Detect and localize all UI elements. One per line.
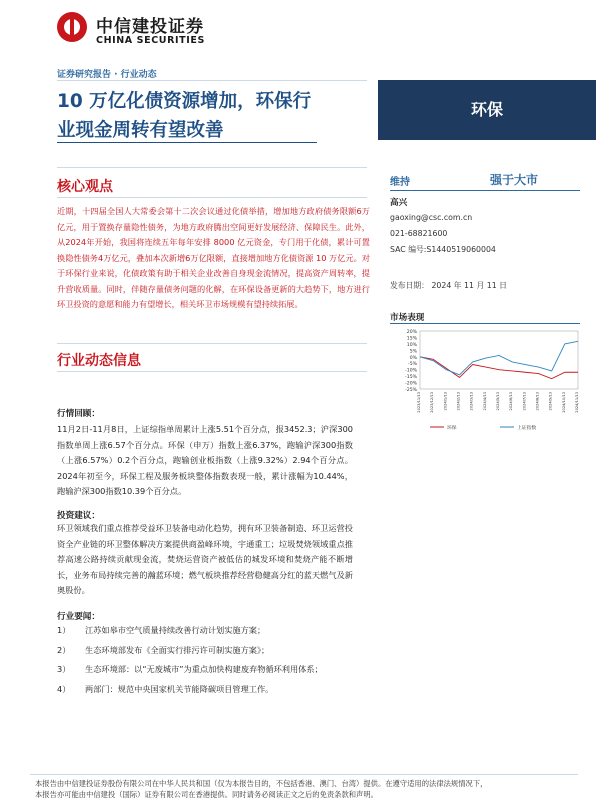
x-tick-label: 2024/10/13 (561, 392, 566, 413)
brand-name-en: CHINA SECURITIES (96, 35, 205, 46)
news-list (57, 623, 337, 701)
footer-line-1: 本报告由中信建投证券股份有限公司在中华人民共和国（仅为本报告目的，不包括香港、澳门、台湾）提供。在遵守适用的法律法规情况下， (35, 779, 488, 788)
analyst-sac: SAC 编号:S1440519060004 (390, 245, 496, 254)
news-number: 3） (57, 664, 71, 675)
divider (30, 774, 578, 775)
x-tick-label: 2024/1/13 (443, 392, 448, 411)
y-tick-label: -10% (405, 368, 417, 374)
x-tick-label: 2024/5/13 (496, 392, 500, 411)
list-item (57, 682, 337, 698)
list-item (57, 643, 337, 659)
publish-date: 发布日期： 2024 年 11 月 11 日 (390, 281, 507, 290)
brand-logo-icon (57, 12, 87, 42)
brand-name-cn: 中信建投证券 (96, 17, 204, 37)
market-review-text: 11月2日-11月8日，上证综指单周累计上涨5.51个百分点，报3452.3；沪深300指数单周上涨6.57个百分点。环保（申万）指数上涨6.37%，跑输沪深300指数（上涨6.57%）0.2个百分点，跑输创业板指数（上涨9.32%）2.94个百分点。2024年初至今，环保工程及服务板块整体指数表现一般，累计涨幅为10.44%，跑输沪深300指数10.39个百分点。 (57, 424, 353, 497)
x-tick-label: 2024/7/13 (522, 392, 527, 411)
industry-news-heading: 行业动态信息 (57, 353, 141, 369)
divider (390, 190, 580, 191)
news-text: 江苏如皋市空气质量持续改善行动计划实施方案； (85, 625, 266, 635)
y-tick-label: 5% (409, 349, 417, 355)
news-text: 生态环境部发布《全面实行排污许可制实施方案》； (85, 644, 270, 655)
market-review-title: 行情回顾： (57, 409, 100, 419)
x-tick-label: 2024/6/13 (509, 392, 514, 411)
investment-text: 环卫领域我们重点推荐受益环卫装备电动化趋势，拥有环卫装备制造、环卫运营投资全产业链的环卫整体解决方案提供商盈峰环境，宇通重工；垃圾焚烧领域重点推荐高速公路持续贡献现金流，焚烧运营资产被低估的城发环境和焚烧产能不断增长，业务布局持续完善的瀚蓝环境；燃气板块推荐经营稳健高分红的蓝天燃气及新奥股份。 (57, 523, 353, 596)
market-chart (388, 327, 588, 437)
news-number: 2） (57, 644, 71, 655)
core-view-heading: 核心观点 (57, 179, 113, 195)
analyst-name: 高兴 (390, 198, 408, 208)
market-chart-heading: 市场表现 (390, 313, 425, 323)
news-number: 1） (57, 625, 71, 635)
x-tick-label: 2023/11/13 (417, 392, 421, 413)
news-number: 4） (57, 683, 71, 694)
x-tick-label: 2024/4/13 (482, 392, 487, 411)
y-tick-label: 15% (406, 336, 417, 342)
news-title: 行业要闻： (57, 612, 100, 622)
report-type: 证券研究报告 · 行业动态 (57, 70, 157, 80)
x-tick-label: 2024/11/13 (575, 392, 579, 413)
analyst-phone: 021-68821600 (390, 229, 448, 238)
news-text: 生态环境部：以“无废城市”为重点加快构建废弃物循环利用体系； (85, 664, 323, 675)
y-tick-label: -15% (405, 375, 417, 381)
analyst-email[interactable]: gaoxing@csc.com.cn (390, 213, 473, 222)
list-item (57, 623, 337, 639)
x-tick-label: 2024/2/13 (456, 392, 461, 411)
x-tick-label: 2024/8/13 (535, 392, 540, 411)
list-item (57, 662, 337, 678)
industry-badge: 环保 (378, 80, 596, 140)
x-tick-label: 2023/12/13 (430, 392, 435, 413)
report-title (57, 87, 369, 145)
legend-label: 上证指数 (517, 426, 537, 431)
rating-value: 强于大市 (490, 173, 539, 187)
divider (57, 80, 367, 81)
divider (57, 197, 367, 198)
divider (57, 343, 367, 344)
y-tick-label: 20% (406, 330, 417, 335)
y-tick-label: -5% (408, 362, 417, 368)
divider (57, 371, 367, 372)
x-tick-label: 2024/9/13 (548, 392, 553, 411)
footer-line-2: 本报告亦可能由中信建投（国际）证券有限公司在香港提供。同时请务必阅读正文之后的免责条款和声明。 (35, 790, 378, 799)
investment-title: 投资建议： (57, 511, 100, 521)
news-text: 两部门：规范中央国家机关节能降碳项目管理工作。 (85, 683, 274, 694)
legend-label: 环保 (447, 426, 457, 431)
report-title-line-2: 业现金周转有望改善 (57, 120, 224, 141)
y-tick-label: 10% (406, 342, 417, 348)
y-tick-label: 0% (409, 355, 417, 361)
title-underline (57, 142, 317, 143)
y-tick-label: -25% (405, 388, 417, 393)
core-view-text: 近期，十四届全国人大常委会第十二次会议通过化债举措，增加地方政府债务限额6万亿元，用于置换存量隐性债务，为地方政府腾出空间更好发展经济、保障民生。此外，从2024年开始，我国将连续五年每年安排 8000 亿元资金，专门用于化债，累计可置换隐性债务4万亿元，叠加本次新增6万亿限额，直接增加地方化债资源 10 万亿元。对于环保行业来说，化债政策有助于相关企业改善自身现金流情况，提高资产周转率，提升营收质量。同时，伴随存量债务问题的化解，在环保设备更新的大趋势下，地方进行环卫投资的意愿和能力有望增长，相关环卫市场规模有望持续拓展。 (57, 206, 370, 309)
rating-label: 维持 (390, 177, 410, 188)
y-tick-label: -20% (405, 381, 417, 387)
x-tick-label: 2024/3/13 (469, 392, 474, 411)
report-title-line-1: 10 万亿化债资源增加，环保行 (57, 91, 312, 112)
divider (390, 323, 580, 324)
divider (57, 167, 367, 168)
plot-frame (420, 331, 578, 389)
